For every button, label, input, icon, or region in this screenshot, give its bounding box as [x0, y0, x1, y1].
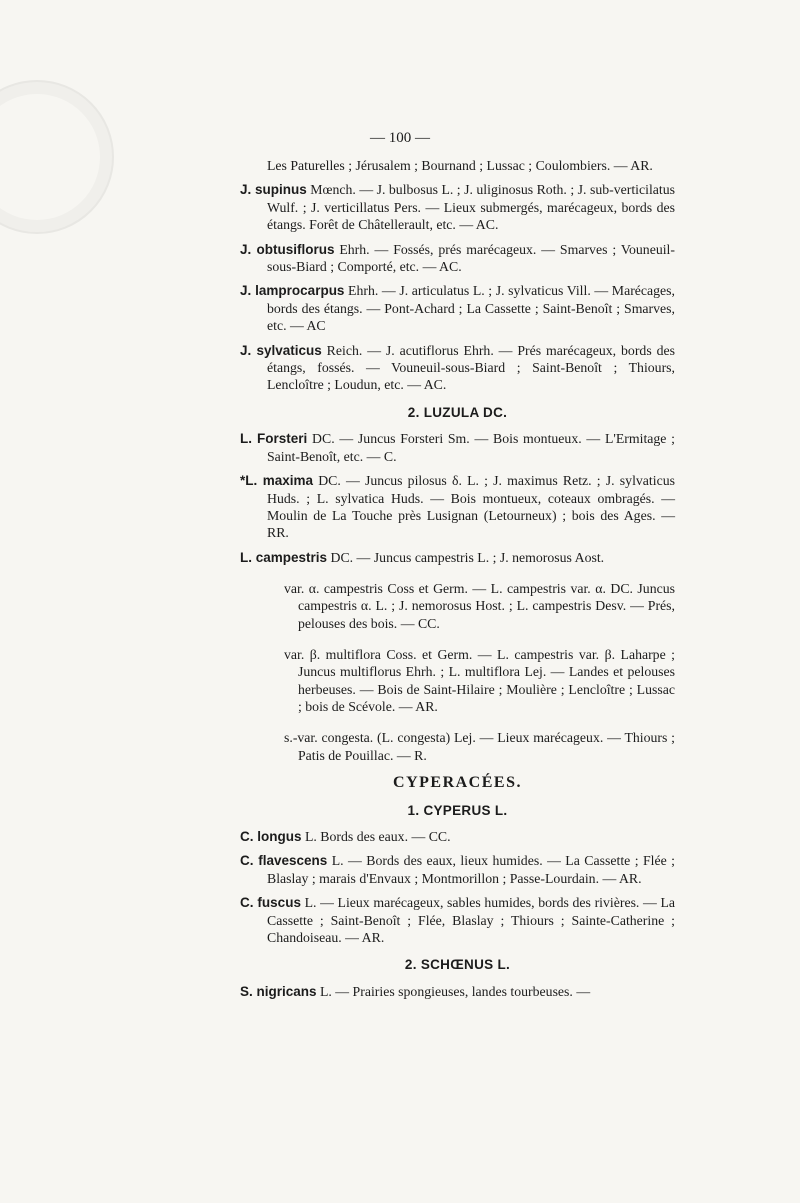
species-entry: [240, 983, 675, 1000]
library-stamp: [0, 80, 114, 234]
species-name: *L. maxima: [240, 473, 314, 489]
species-name: J. lamprocarpus: [240, 283, 345, 299]
page-number: — 100 —: [370, 130, 430, 146]
species-description: Mœnch. — J. bulbosus L. ; J. uliginosus Roth. ; J. sub-verticilatus Wulf. ; J. verticillatus Pers. — Lieux submergés, marécageux, bords des étangs. Forêt de Châtellerault, etc. — AC.: [267, 182, 676, 233]
species-description: DC. — Juncus pilosus δ. L. ; J. maximus Retz. ; J. sylvaticus Huds. ; L. sylvatica Huds. — Bois montueux, coteaux ombragés. — Moulin de La Touche près Lusignan (Letourneux) ; bois des Ages. — RR.: [267, 473, 675, 541]
species-entry: [240, 852, 675, 887]
species-description: L. Bords des eaux. — CC.: [301, 828, 451, 844]
species-description: DC. — Juncus Forsteri Sm. — Bois montueux. — L'Ermitage ; Saint-Benoît, etc. — C.: [267, 431, 676, 464]
species-entry: [240, 181, 675, 233]
species-name: L. Forsteri: [240, 431, 308, 447]
species-entry: [240, 342, 675, 394]
species-entry: [240, 241, 675, 276]
species-name: L. campestris: [240, 549, 328, 565]
family-heading: CYPERACÉES.: [393, 774, 522, 792]
species-name: C. longus: [240, 828, 302, 844]
species-description: Ehrh. — Fossés, prés marécageux. — Smarves ; Vouneuil-sous-Biard ; Comporté, etc. — AC.: [267, 241, 675, 275]
variety-entry: s.-var. congesta. (L. congesta) Lej. — Lieux marécageux. — Thiours ; Patis de Pouillac. — R.: [284, 730, 675, 763]
species-description: Ehrh. — J. articulatus L. ; J. sylvaticus Vill. — Marécages, bords des étangs. — Pont-Achard ; La Cassette ; Saint-Benoît ; Smarves, etc. — AC: [267, 283, 675, 334]
species-description: DC. — Juncus campestris L. ; J. nemorosus Aost.: [327, 549, 605, 565]
species-entry: [240, 430, 675, 465]
species-name: C. flavescens: [240, 853, 328, 869]
genus-heading: 1. CYPERUS L.: [407, 802, 508, 818]
genus-heading: 2. SCHŒNUS L.: [404, 957, 511, 973]
species-name: S. nigricans: [240, 983, 317, 999]
species-name: J. supinus: [240, 182, 307, 198]
species-description: L. — Prairies spongieuses, landes tourbeuses. —: [316, 983, 591, 999]
species-description: L. — Bords des eaux, lieux humides. — La Cassette ; Flée ; Blaslay ; marais d'Envaux ; Montmorillon ; Passe-Lourdain. — AR.: [267, 853, 675, 886]
species-description: L. — Lieux marécageux, sables humides, bords des rivières. — La Cassette ; Saint-Benoît ; Flée, Blaslay ; Thiours ; Sainte-Catherine ; Chandoiseau. — AR.: [267, 895, 675, 946]
continuation-text: Les Paturelles ; Jérusalem ; Bournand ; Lussac ; Coulombiers. — AR.: [267, 158, 653, 173]
genus-heading: 2. LUZULA DC.: [407, 404, 508, 420]
species-description: Reich. — J. acutiflorus Ehrh. — Prés marécageux, bords des étangs, fossés. — Vouneuil-sous-Biard ; Saint-Benoît ; Thiours, Lencloître ; Loudun, etc. — AC.: [267, 342, 675, 393]
species-entry: [240, 828, 675, 845]
species-entry: [240, 894, 675, 946]
species-entry: [240, 549, 675, 566]
species-entry: [240, 472, 675, 542]
species-name: C. fuscus: [240, 895, 301, 911]
variety-entry: var. β. multiflora Coss. et Germ. — L. campestris var. β. Laharpe ; Juncus multiflorus Ehrh. ; L. multiflora Lej. — Landes et pelouses herbeuses. — Bois de Saint-Hilaire ; Moulière ; Lencloître ; Lussac ; bois de Scévole. — AR.: [284, 646, 675, 715]
species-name: J. obtusiflorus: [240, 241, 335, 257]
species-name: J. sylvaticus: [240, 342, 322, 358]
page-body: [240, 157, 675, 1007]
species-entry: [240, 282, 675, 334]
variety-entry: var. α. campestris Coss et Germ. — L. campestris var. α. DC. Juncus campestris α. L. ; J. nemorosus Host. ; L. campestris Desv. — Prés, pelouses des bois. — CC.: [284, 580, 675, 631]
